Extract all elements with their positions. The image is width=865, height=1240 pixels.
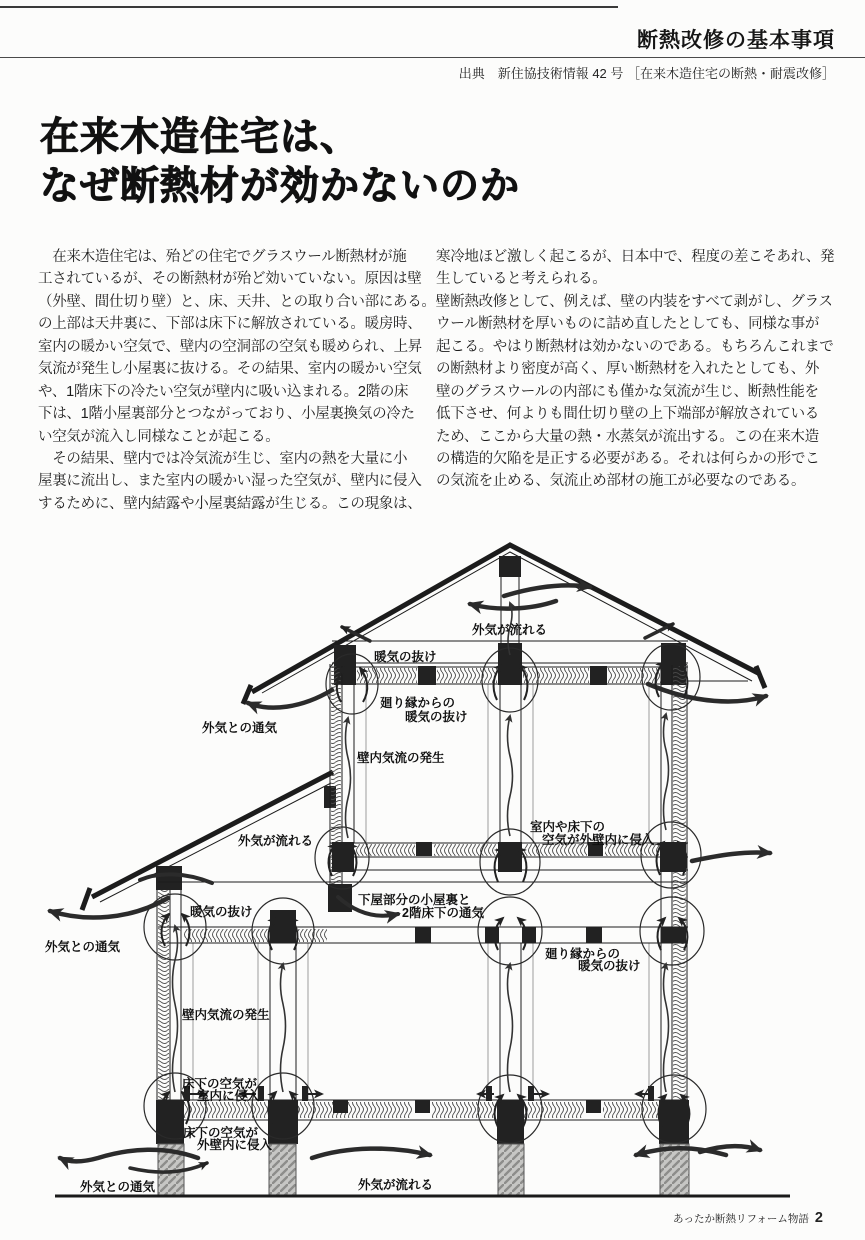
body-text-line: するために、壁内結露や小屋裏結露が生じる。この現象は、 xyxy=(38,495,422,512)
body-text-line: の気流を止める、気流止め部材の施工が必要なのである。 xyxy=(436,473,806,490)
body-text-line: や、1階床下の冷たい空気が壁内に吸い込まれる。2階の床 xyxy=(38,383,409,400)
label-pent-roof-airflow: 外気が流れる xyxy=(238,834,314,848)
body-text-line: の断熱材より密度が高く、厚い断熱材を入れたとしても、外 xyxy=(436,361,820,378)
body-text-line: 下は、1階小屋裏部分とつながっており、小屋裏換気の冷た xyxy=(38,406,415,423)
label-crown-leak-2f-line2: 暖気の抜け xyxy=(405,710,468,724)
page-header-title: 断熱改修の基本事項 xyxy=(637,28,835,52)
label-attic-vent-line2: 2階床下の通気 xyxy=(402,906,484,920)
label-outside-vent-upper: 外気との通気 xyxy=(202,721,278,735)
label-wall-draft-1f: 壁内気流の発生 xyxy=(182,1008,270,1022)
body-text-line: その結果、壁内では冷気流が生じ、室内の熱を大量に小 xyxy=(38,450,408,467)
label-air-intrusion-right-line2: 空気が外壁内に侵入 xyxy=(542,833,655,847)
body-text-line: 屋裏に流出し、また室内の暖かい湿った空気が、壁内に侵入 xyxy=(38,473,422,490)
label-floor-air-room-line1: 床下の空気が xyxy=(182,1077,258,1091)
body-text-line: 低下させ、何よりも間仕切り壁の上下端部が解放されている xyxy=(436,406,819,423)
label-wall-draft-2f: 壁内気流の発生 xyxy=(357,751,445,765)
label-floor-air-wall-line2: 外壁内に侵入 xyxy=(197,1138,273,1152)
body-text-line: 起こる。やはり断熱材は効かないのである。もちろんこれまで xyxy=(436,338,834,355)
body-text-line: の上部は天井裏に、下部は床下に解放されている。暖房時、 xyxy=(38,316,422,333)
body-text-line: の構造的欠陥を是正する必要がある。それは何らかの形でこ xyxy=(436,450,820,467)
label-outside-vent-bottom: 外気との通気 xyxy=(80,1180,156,1194)
body-text-line: 室内の暖かい空気で、壁内の空洞部の空気も暖められ、上昇 xyxy=(38,338,422,355)
body-text-line: 断熱改修として、例えば、壁の内装をすべて剥がし、グラス xyxy=(436,293,833,310)
body-text-line: ため、ここから大量の熱・水蒸気が流出する。この在来木造 xyxy=(436,428,819,445)
label-floor-air-room-line2: 室内に侵入 xyxy=(197,1089,260,1103)
label-floor-air-wall-line1: 床下の空気が xyxy=(183,1126,259,1140)
body-text-line: 在来木造住宅は、殆どの住宅でグラスウール断熱材が施 xyxy=(38,249,407,265)
label-outside-vent-mid: 外気との通気 xyxy=(45,940,121,954)
article-title-line2: なぜ断熱材が効かないのか xyxy=(40,165,521,208)
article-title-line1: 在来木造住宅は、 xyxy=(40,116,361,159)
label-ridge-airflow: 外気が流れる xyxy=(472,623,548,637)
label-crown-leak-2f-line1: 廻り縁からの xyxy=(380,696,456,710)
source-citation: 出典 新住協技術情報 42 号 ［在来木造住宅の断熱・耐震改修］ xyxy=(458,66,835,81)
label-attic-vent-line1: 下屋部分の小屋裏と xyxy=(358,893,471,907)
label-air-intrusion-right-line1: 室内や床下の xyxy=(530,820,606,834)
page-number: 2 xyxy=(814,1210,823,1226)
body-text-line: 生していると考えられる。 xyxy=(436,271,607,288)
body-text-line: い空気が流入し同様なことが起こる。 xyxy=(38,428,280,445)
label-warm-air-leak-1f: 暖気の抜け xyxy=(190,905,253,919)
body-text-line: （外壁、間仕切り壁）と、床、天井、との取り合い部にある。壁 xyxy=(38,293,450,310)
label-crown-leak-1f-line1: 廻り縁からの xyxy=(545,947,621,961)
label-ground-airflow: 外気が流れる xyxy=(358,1178,434,1192)
label-crown-leak-1f-line2: 暖気の抜け xyxy=(578,959,641,973)
body-text-line: 気流が発生し小屋裏に抜ける。その結果、室内の暖かい空気 xyxy=(38,361,422,378)
footer-booklet-title: あったか断熱リフォーム物語 xyxy=(673,1213,809,1225)
page-footer xyxy=(673,1210,823,1226)
label-warm-air-leak-2f: 暖気の抜け xyxy=(374,650,437,664)
body-text-line: ウール断熱材を厚いものに詰め直したとしても、同様な事が xyxy=(436,316,820,333)
body-text-line: 壁のグラスウールの内部にも僅かな気流が生じ、断熱性能を xyxy=(436,383,819,400)
body-text-line: 寒冷地ほど激しく起こるが、日本中で、程度の差こそあれ、発 xyxy=(436,249,835,265)
body-text-line: 工されているが、その断熱材が殆ど効いていない。原因は壁 xyxy=(38,271,422,288)
